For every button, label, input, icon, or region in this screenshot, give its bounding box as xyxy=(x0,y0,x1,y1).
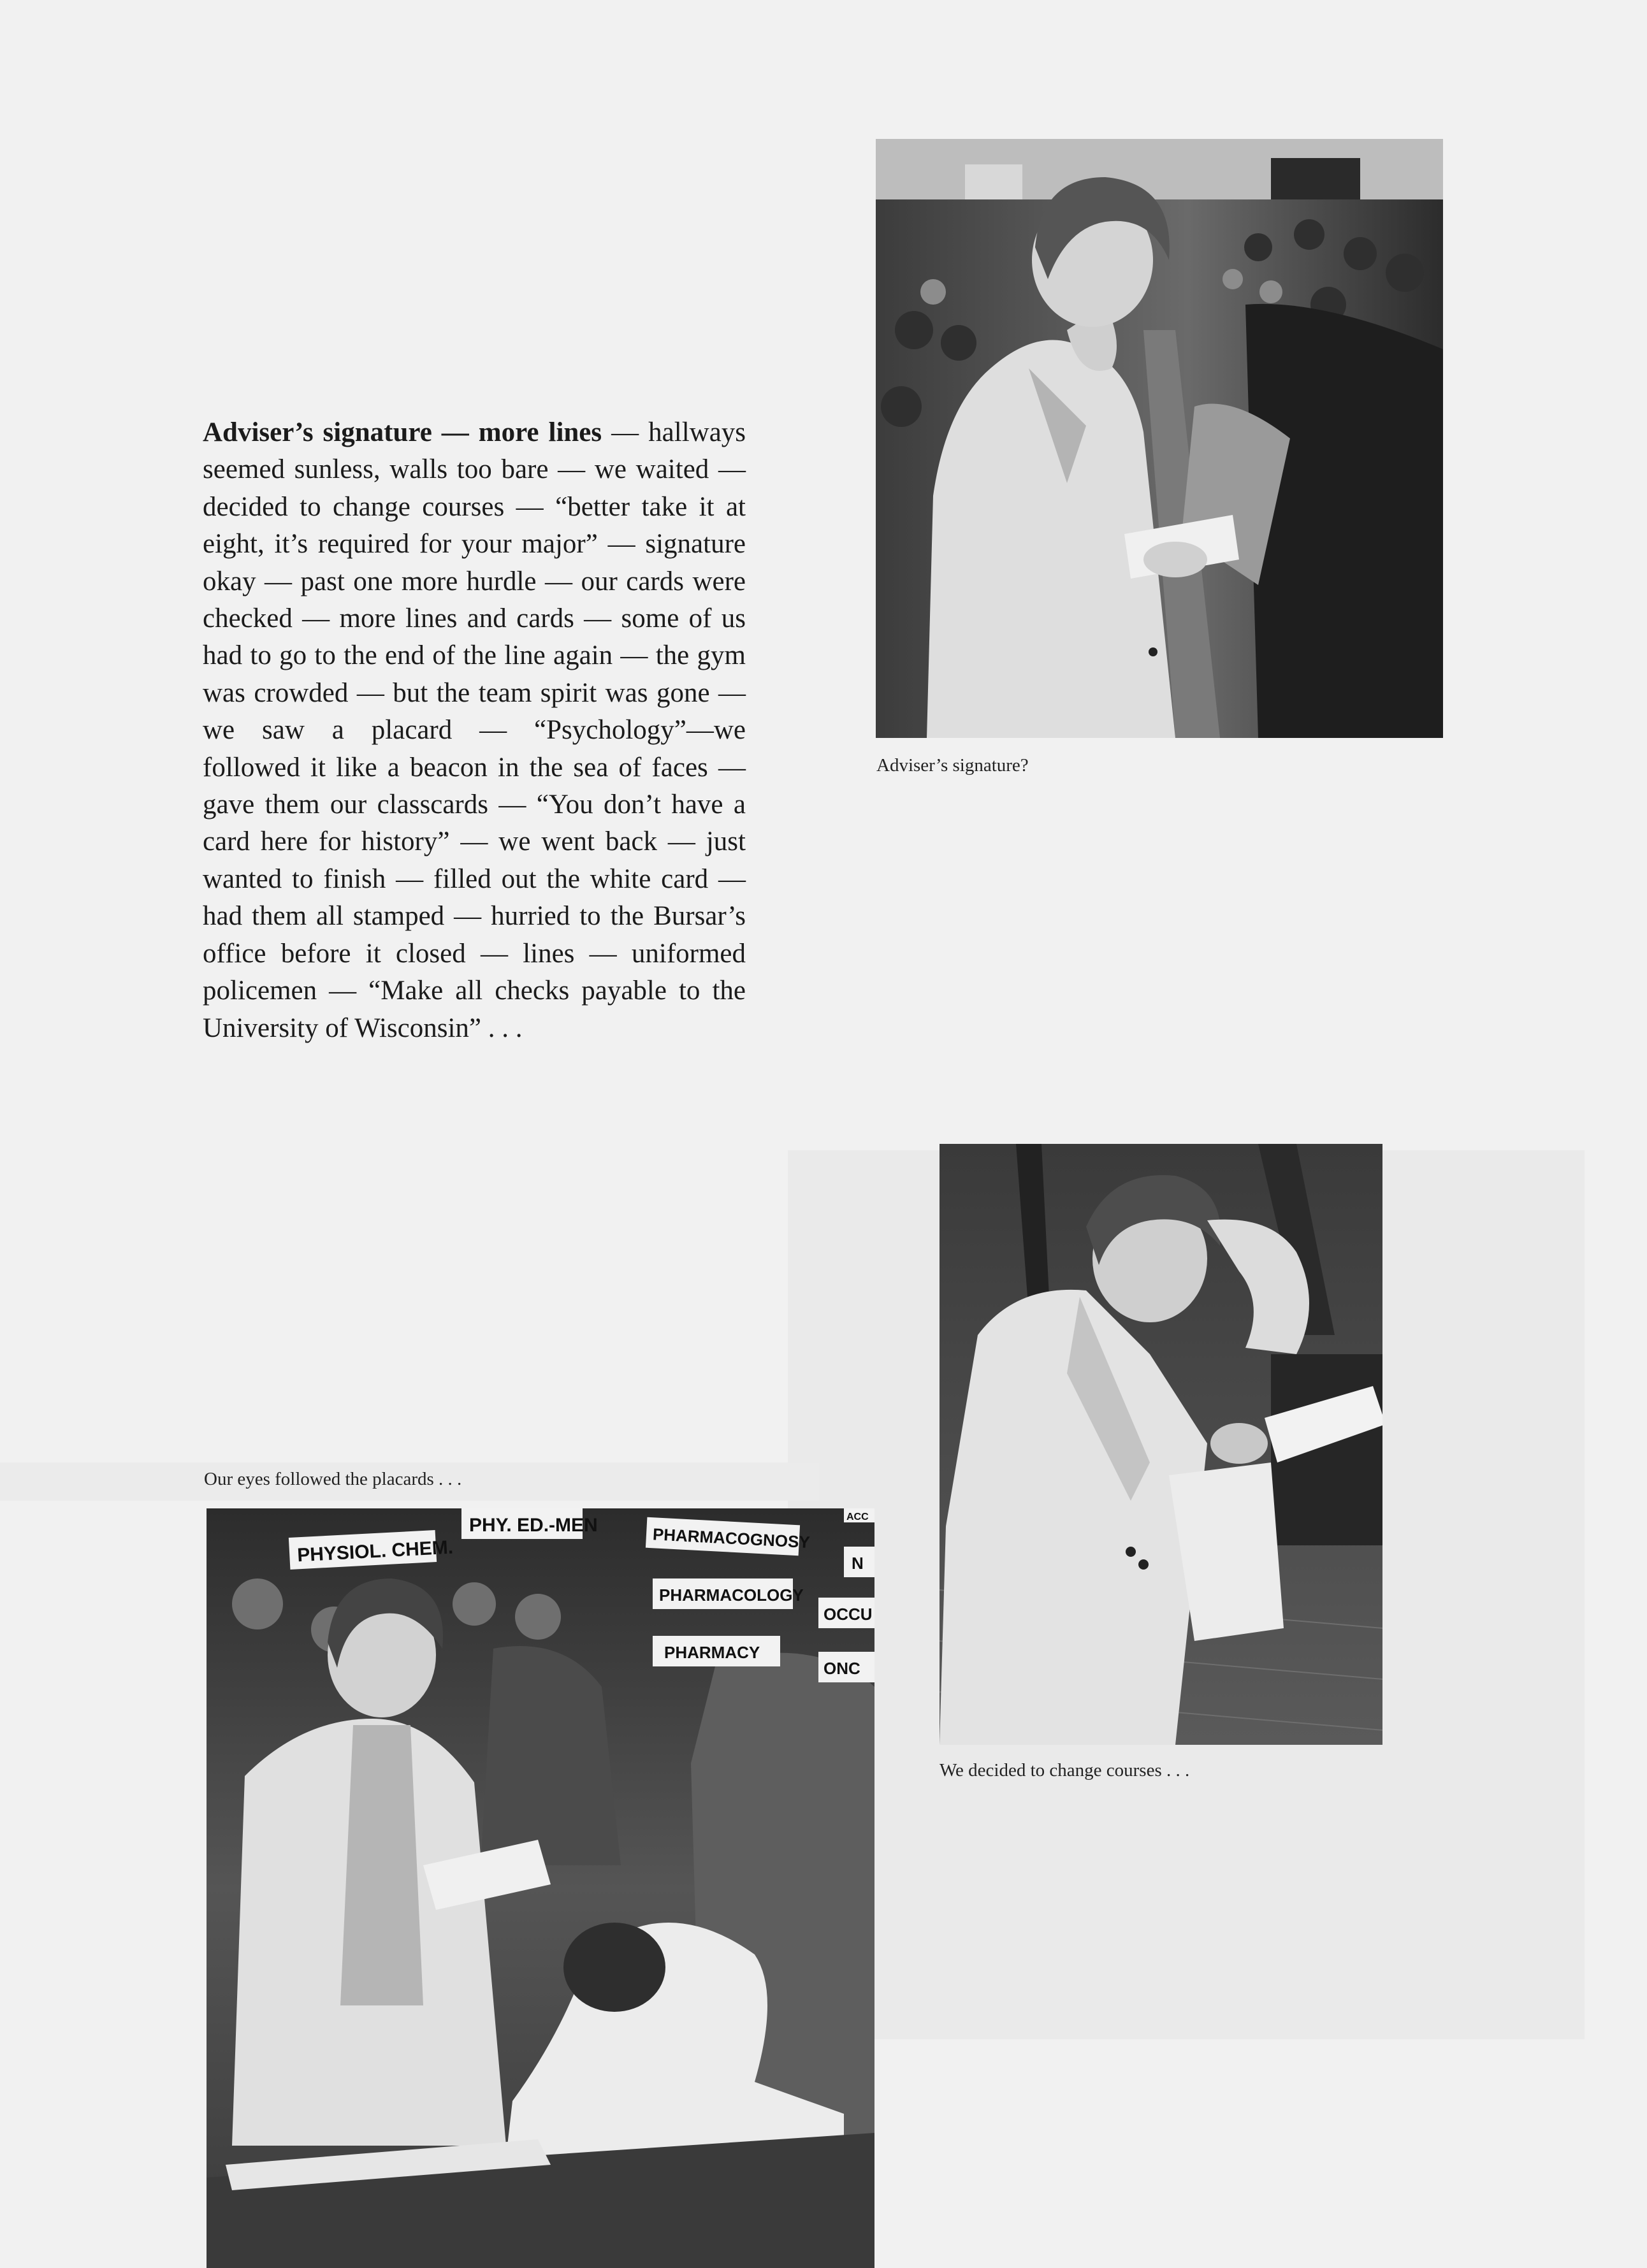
caption-eyes-followed-placards: Our eyes followed the placards . . . xyxy=(204,1469,462,1489)
placard-pharmacology: PHARMACOLOGY xyxy=(659,1585,804,1605)
placard-phy-ed-men: PHY. ED.-MEN xyxy=(469,1515,598,1536)
article-lead: Adviser’s signature — more lines xyxy=(203,417,602,447)
placard-n: N xyxy=(852,1554,864,1573)
article-body: — hallways seemed sunless, walls too bare — we waited — decided to change courses — “better take it at eight, it’s required for your major” — signature okay — past one more hurdle — our cards were checked — more lines and cards — some of us had to go to the end of the line again — the gym was crowded — but the team spirit was gone — we saw a placard — “Psychology”—we followed it like a beacon in the sea of faces — gave them our classcards — “You don’t have a card here for history” — we went back — just wanted to finish — filled out the white card — had them all stamped — hurried to the Bursar’s office before it closed — lines — uniformed policemen — “Make all checks payable to the University of Wisconsin” . . . xyxy=(203,417,746,1043)
photo-advisers-signature xyxy=(876,139,1443,738)
article-text xyxy=(203,414,746,1047)
placard-pharmacognosy: PHARMACOGNOSY xyxy=(652,1524,811,1552)
photo-eyes-followed-placards xyxy=(207,1508,874,2268)
placard-physiol-chem: PHYSIOL. CHEM. xyxy=(296,1536,454,1566)
placard-onc: ONC xyxy=(824,1659,860,1678)
caption-decided-to-change-courses: We decided to change courses . . . xyxy=(940,1760,1190,1780)
photo-decided-to-change-courses xyxy=(940,1144,1382,1745)
caption-advisers-signature: Adviser’s signature? xyxy=(876,755,1029,776)
placard-acc: ACC xyxy=(846,1512,869,1522)
placard-occu: OCCU xyxy=(824,1605,873,1624)
placard-pharmacy: PHARMACY xyxy=(664,1643,760,1662)
